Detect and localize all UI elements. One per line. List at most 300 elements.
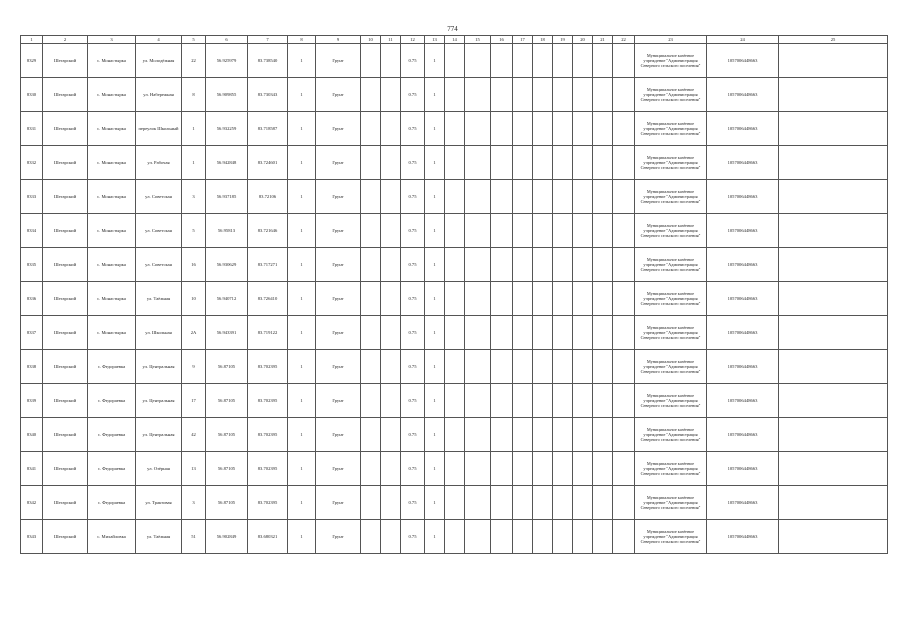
table-cell bbox=[361, 486, 381, 520]
table-cell: Грунт bbox=[316, 350, 361, 384]
table-cell bbox=[573, 282, 593, 316]
table-cell: ул. Советская bbox=[136, 248, 182, 282]
table-row bbox=[21, 520, 888, 554]
table-cell bbox=[613, 486, 635, 520]
table-cell: Муниципальное казённое учреждение "Администрация Северного сельского поселения" bbox=[635, 78, 707, 112]
table-cell: 8 bbox=[182, 78, 206, 112]
table-cell bbox=[593, 44, 613, 78]
column-header: 23 bbox=[635, 36, 707, 44]
table-cell: Шегарский bbox=[43, 486, 88, 520]
table-cell bbox=[553, 112, 573, 146]
table-cell bbox=[491, 418, 513, 452]
table-cell: Шегарский bbox=[43, 248, 88, 282]
table-cell: Грунт bbox=[316, 78, 361, 112]
table-cell bbox=[491, 248, 513, 282]
table-cell: 22 bbox=[182, 44, 206, 78]
table-cell bbox=[465, 282, 491, 316]
table-cell: 9 bbox=[182, 350, 206, 384]
table-cell bbox=[613, 214, 635, 248]
table-cell bbox=[465, 316, 491, 350]
table-cell bbox=[513, 44, 533, 78]
table-cell: с. Монастырка bbox=[88, 282, 136, 316]
table-cell bbox=[361, 112, 381, 146]
table-cell bbox=[613, 248, 635, 282]
table-cell bbox=[381, 146, 401, 180]
table-cell: 83.702395 bbox=[248, 384, 288, 418]
table-cell bbox=[445, 214, 465, 248]
table-cell: ул. Советская bbox=[136, 180, 182, 214]
table-cell: 1057006448663 bbox=[707, 146, 779, 180]
table-cell bbox=[445, 44, 465, 78]
table-cell: 1 bbox=[288, 350, 316, 384]
table-cell: 1057006448663 bbox=[707, 282, 779, 316]
table-cell: 56.87105 bbox=[206, 452, 248, 486]
table-cell: Грунт bbox=[316, 180, 361, 214]
table-row bbox=[21, 452, 888, 486]
column-header: 19 bbox=[553, 36, 573, 44]
table-cell bbox=[381, 180, 401, 214]
table-cell bbox=[573, 452, 593, 486]
table-cell: 1 bbox=[288, 384, 316, 418]
table-cell: 1057006448663 bbox=[707, 316, 779, 350]
table-cell: 8343 bbox=[21, 520, 43, 554]
table-cell: 1057006448663 bbox=[707, 350, 779, 384]
table-cell bbox=[465, 180, 491, 214]
table-cell bbox=[553, 520, 573, 554]
table-cell bbox=[533, 112, 553, 146]
table-cell: Шегарский bbox=[43, 78, 88, 112]
table-cell: 56.932259 bbox=[206, 112, 248, 146]
table-cell: 83.72106 bbox=[248, 180, 288, 214]
table-cell bbox=[779, 282, 888, 316]
table-cell: с. Михайловка bbox=[88, 520, 136, 554]
table-cell bbox=[491, 112, 513, 146]
table-cell bbox=[553, 146, 573, 180]
table-cell: 56.902849 bbox=[206, 520, 248, 554]
table-cell: 1057006448663 bbox=[707, 486, 779, 520]
table-cell bbox=[361, 214, 381, 248]
table-cell bbox=[573, 520, 593, 554]
table-cell: с. Федораевка bbox=[88, 418, 136, 452]
table-cell bbox=[573, 180, 593, 214]
table-cell: 1 bbox=[425, 112, 445, 146]
table-cell: 1057006448663 bbox=[707, 112, 779, 146]
table-cell bbox=[553, 384, 573, 418]
table-cell: 1057006448663 bbox=[707, 44, 779, 78]
table-cell: Муниципальное казённое учреждение "Администрация Северного сельского поселения" bbox=[635, 214, 707, 248]
table-cell: 1 bbox=[288, 520, 316, 554]
table-cell: 1057006448663 bbox=[707, 520, 779, 554]
table-cell bbox=[513, 112, 533, 146]
table-cell bbox=[613, 452, 635, 486]
column-header: 9 bbox=[316, 36, 361, 44]
table-cell bbox=[513, 146, 533, 180]
table-cell bbox=[361, 520, 381, 554]
table-cell bbox=[779, 418, 888, 452]
table-cell bbox=[381, 384, 401, 418]
table-row bbox=[21, 350, 888, 384]
table-cell: Муниципальное казённое учреждение "Администрация Северного сельского поселения" bbox=[635, 112, 707, 146]
table-cell bbox=[613, 146, 635, 180]
table-cell: ул. Советская bbox=[136, 214, 182, 248]
table-cell: ул. Озёрная bbox=[136, 452, 182, 486]
table-cell bbox=[593, 418, 613, 452]
table-cell: Грунт bbox=[316, 248, 361, 282]
table-cell bbox=[533, 452, 553, 486]
table-cell bbox=[491, 44, 513, 78]
table-cell bbox=[533, 384, 553, 418]
table-cell: Шегарский bbox=[43, 214, 88, 248]
table-row bbox=[21, 146, 888, 180]
table-cell bbox=[381, 486, 401, 520]
table-cell bbox=[593, 78, 613, 112]
table-cell: 8342 bbox=[21, 486, 43, 520]
table-cell: Грунт bbox=[316, 486, 361, 520]
table-cell: 0.75 bbox=[401, 44, 425, 78]
table-cell: 8332 bbox=[21, 146, 43, 180]
table-cell bbox=[613, 418, 635, 452]
table-cell bbox=[381, 316, 401, 350]
table-cell bbox=[513, 350, 533, 384]
table-cell bbox=[533, 78, 553, 112]
table-cell: 83.702395 bbox=[248, 350, 288, 384]
table-cell bbox=[381, 78, 401, 112]
table-cell: Грунт bbox=[316, 214, 361, 248]
table-cell bbox=[593, 316, 613, 350]
table-cell: с. Монастырка bbox=[88, 214, 136, 248]
header-row bbox=[21, 36, 888, 44]
table-cell: 1 bbox=[182, 112, 206, 146]
table-cell bbox=[465, 350, 491, 384]
table-cell: 56.930629 bbox=[206, 248, 248, 282]
table-cell bbox=[513, 418, 533, 452]
table-cell: 0.75 bbox=[401, 418, 425, 452]
table-cell bbox=[465, 248, 491, 282]
table-cell: ул. Рабочая bbox=[136, 146, 182, 180]
table-cell: 1057006448663 bbox=[707, 180, 779, 214]
table-cell bbox=[445, 452, 465, 486]
table-cell: 1 bbox=[288, 452, 316, 486]
table-cell: с. Федораевка bbox=[88, 384, 136, 418]
table-cell: Грунт bbox=[316, 384, 361, 418]
table-cell bbox=[491, 520, 513, 554]
table-cell: с. Монастырка bbox=[88, 112, 136, 146]
registry-table bbox=[20, 35, 888, 554]
table-cell bbox=[573, 384, 593, 418]
table-cell: 1 bbox=[425, 146, 445, 180]
table-cell bbox=[573, 146, 593, 180]
table-cell: 8334 bbox=[21, 214, 43, 248]
column-header: 6 bbox=[206, 36, 248, 44]
table-cell: Муниципальное казённое учреждение "Администрация Северного сельского поселения" bbox=[635, 520, 707, 554]
table-cell bbox=[491, 146, 513, 180]
table-cell: 8330 bbox=[21, 78, 43, 112]
table-cell: 1 bbox=[288, 214, 316, 248]
table-cell: 1 bbox=[288, 180, 316, 214]
table-row bbox=[21, 248, 888, 282]
table-cell: 8331 bbox=[21, 112, 43, 146]
table-cell: 83.730343 bbox=[248, 78, 288, 112]
table-cell bbox=[779, 384, 888, 418]
table-cell: Шегарский bbox=[43, 350, 88, 384]
table-cell: 1 bbox=[425, 248, 445, 282]
table-cell: 3 bbox=[182, 180, 206, 214]
table-cell bbox=[445, 350, 465, 384]
table-cell: 8341 bbox=[21, 452, 43, 486]
column-header: 4 bbox=[136, 36, 182, 44]
table-cell bbox=[491, 350, 513, 384]
table-cell: Грунт bbox=[316, 146, 361, 180]
table-cell bbox=[381, 520, 401, 554]
column-header: 21 bbox=[593, 36, 613, 44]
table-cell: Муниципальное казённое учреждение "Администрация Северного сельского поселения" bbox=[635, 316, 707, 350]
column-header: 2 bbox=[43, 36, 88, 44]
table-cell: 0.75 bbox=[401, 486, 425, 520]
table-cell: 83.717271 bbox=[248, 248, 288, 282]
table-row bbox=[21, 78, 888, 112]
column-header: 14 bbox=[445, 36, 465, 44]
table-cell: 56.937185 bbox=[206, 180, 248, 214]
table-cell: 0.75 bbox=[401, 350, 425, 384]
table-cell bbox=[593, 112, 613, 146]
table-cell: 1 bbox=[425, 384, 445, 418]
table-cell: 1 bbox=[425, 520, 445, 554]
table-cell bbox=[381, 44, 401, 78]
table-cell bbox=[553, 282, 573, 316]
table-cell: 8337 bbox=[21, 316, 43, 350]
table-cell bbox=[779, 316, 888, 350]
table-cell: Муниципальное казённое учреждение "Администрация Северного сельского поселения" bbox=[635, 350, 707, 384]
table-cell bbox=[491, 282, 513, 316]
table-cell bbox=[613, 282, 635, 316]
table-cell: 1057006448663 bbox=[707, 452, 779, 486]
column-header: 5 bbox=[182, 36, 206, 44]
table-cell bbox=[491, 180, 513, 214]
table-cell bbox=[593, 384, 613, 418]
table-cell: Шегарский bbox=[43, 180, 88, 214]
table-cell: Шегарский bbox=[43, 282, 88, 316]
table-cell bbox=[361, 418, 381, 452]
table-cell: Муниципальное казённое учреждение "Администрация Северного сельского поселения" bbox=[635, 282, 707, 316]
table-cell: 1057006448663 bbox=[707, 418, 779, 452]
table-cell bbox=[513, 180, 533, 214]
table-row bbox=[21, 180, 888, 214]
table-cell: 83.702395 bbox=[248, 418, 288, 452]
table-cell: 8339 bbox=[21, 384, 43, 418]
column-header: 17 bbox=[513, 36, 533, 44]
table-cell bbox=[533, 248, 553, 282]
table-cell bbox=[593, 248, 613, 282]
table-cell: с. Монастырка bbox=[88, 180, 136, 214]
table-cell bbox=[361, 146, 381, 180]
table-cell bbox=[553, 214, 573, 248]
table-cell: 0.75 bbox=[401, 248, 425, 282]
table-cell: 42 bbox=[182, 418, 206, 452]
column-header: 8 bbox=[288, 36, 316, 44]
table-cell: Шегарский bbox=[43, 520, 88, 554]
table-cell: 0.75 bbox=[401, 316, 425, 350]
table-cell: 1 bbox=[425, 316, 445, 350]
table-cell: с. Монастырка bbox=[88, 248, 136, 282]
table-cell: 3 bbox=[182, 486, 206, 520]
table-cell bbox=[381, 214, 401, 248]
column-header: 18 bbox=[533, 36, 553, 44]
table-cell bbox=[491, 486, 513, 520]
table-cell bbox=[573, 112, 593, 146]
table-cell: Грунт bbox=[316, 44, 361, 78]
table-cell bbox=[613, 316, 635, 350]
table-cell: ул. Молодёжная bbox=[136, 44, 182, 78]
table-cell: Муниципальное казённое учреждение "Администрация Северного сельского поселения" bbox=[635, 248, 707, 282]
table-cell: переулок Школьный bbox=[136, 112, 182, 146]
table-cell bbox=[573, 418, 593, 452]
table-cell: 1 bbox=[425, 282, 445, 316]
table-row bbox=[21, 486, 888, 520]
table-cell bbox=[533, 282, 553, 316]
table-cell: 0.75 bbox=[401, 452, 425, 486]
table-cell bbox=[491, 452, 513, 486]
table-cell: Муниципальное казённое учреждение "Администрация Северного сельского поселения" bbox=[635, 418, 707, 452]
table-cell bbox=[533, 214, 553, 248]
table-cell bbox=[361, 282, 381, 316]
table-cell: Муниципальное казённое учреждение "Администрация Северного сельского поселения" bbox=[635, 452, 707, 486]
table-cell bbox=[573, 248, 593, 282]
table-cell: 1057006448663 bbox=[707, 214, 779, 248]
table-cell: с. Федораевка bbox=[88, 486, 136, 520]
table-cell bbox=[553, 316, 573, 350]
table-cell: 83.719122 bbox=[248, 316, 288, 350]
table-cell: 8329 bbox=[21, 44, 43, 78]
table-cell bbox=[445, 316, 465, 350]
column-header: 1 bbox=[21, 36, 43, 44]
table-cell: Шегарский bbox=[43, 316, 88, 350]
table-cell: 56.942848 bbox=[206, 146, 248, 180]
table-cell: с. Монастырка bbox=[88, 44, 136, 78]
table-cell: 13 bbox=[182, 452, 206, 486]
table-cell: 5 bbox=[182, 214, 206, 248]
table-cell bbox=[613, 350, 635, 384]
table-cell bbox=[491, 78, 513, 112]
table-row bbox=[21, 384, 888, 418]
table-cell: Шегарский bbox=[43, 112, 88, 146]
table-cell: Шегарский bbox=[43, 452, 88, 486]
column-header: 11 bbox=[381, 36, 401, 44]
table-cell bbox=[533, 350, 553, 384]
table-cell: 83.702395 bbox=[248, 486, 288, 520]
table-cell bbox=[553, 452, 573, 486]
table-cell bbox=[573, 316, 593, 350]
table-cell bbox=[613, 78, 635, 112]
table-cell: 1 bbox=[288, 248, 316, 282]
table-cell bbox=[445, 418, 465, 452]
table-cell bbox=[593, 520, 613, 554]
table-cell bbox=[381, 452, 401, 486]
table-cell bbox=[779, 452, 888, 486]
table-cell bbox=[553, 350, 573, 384]
table-cell: ул. Таёжная bbox=[136, 282, 182, 316]
table-cell: 83.726410 bbox=[248, 282, 288, 316]
table-cell bbox=[465, 112, 491, 146]
column-header: 24 bbox=[707, 36, 779, 44]
table-cell: 0.75 bbox=[401, 180, 425, 214]
table-cell bbox=[381, 418, 401, 452]
table-cell: 1 bbox=[288, 78, 316, 112]
table-cell bbox=[445, 146, 465, 180]
table-cell bbox=[593, 146, 613, 180]
table-cell bbox=[533, 180, 553, 214]
table-cell: 8336 bbox=[21, 282, 43, 316]
table-cell bbox=[533, 44, 553, 78]
table-row bbox=[21, 316, 888, 350]
table-cell: 8338 bbox=[21, 350, 43, 384]
table-cell: 56.95813 bbox=[206, 214, 248, 248]
table-cell bbox=[465, 418, 491, 452]
table-cell: 83.721646 bbox=[248, 214, 288, 248]
column-header: 15 bbox=[465, 36, 491, 44]
column-header: 22 bbox=[613, 36, 635, 44]
table-cell: Муниципальное казённое учреждение "Администрация Северного сельского поселения" bbox=[635, 180, 707, 214]
table-cell: 0.75 bbox=[401, 78, 425, 112]
table-cell bbox=[491, 384, 513, 418]
table-cell: 56.87105 bbox=[206, 486, 248, 520]
table-cell bbox=[381, 248, 401, 282]
table-cell bbox=[381, 350, 401, 384]
table-cell: ул. Набережная bbox=[136, 78, 182, 112]
table-cell: Грунт bbox=[316, 112, 361, 146]
table-cell: 8333 bbox=[21, 180, 43, 214]
table-cell: 1 bbox=[288, 146, 316, 180]
table-cell: Грунт bbox=[316, 452, 361, 486]
table-cell: 1 bbox=[425, 180, 445, 214]
table-cell bbox=[593, 214, 613, 248]
table-cell bbox=[465, 384, 491, 418]
table-cell bbox=[361, 316, 381, 350]
table-cell: 1 bbox=[288, 44, 316, 78]
table-cell: Грунт bbox=[316, 520, 361, 554]
table-cell bbox=[465, 520, 491, 554]
table-cell bbox=[361, 248, 381, 282]
table-cell bbox=[465, 44, 491, 78]
table-cell: Муниципальное казённое учреждение "Администрация Северного сельского поселения" bbox=[635, 146, 707, 180]
table-cell: с. Монастырка bbox=[88, 78, 136, 112]
table-cell: 8340 bbox=[21, 418, 43, 452]
table-cell bbox=[445, 520, 465, 554]
table-cell: 1 bbox=[425, 486, 445, 520]
table-cell: 0.75 bbox=[401, 146, 425, 180]
table-cell: 1 bbox=[288, 418, 316, 452]
column-header: 10 bbox=[361, 36, 381, 44]
table-cell bbox=[779, 146, 888, 180]
table-cell bbox=[513, 282, 533, 316]
table-cell bbox=[513, 486, 533, 520]
table-cell: 2А bbox=[182, 316, 206, 350]
table-cell bbox=[465, 486, 491, 520]
table-cell: ул. Центральная bbox=[136, 384, 182, 418]
table-cell: Муниципальное казённое учреждение "Администрация Северного сельского поселения" bbox=[635, 384, 707, 418]
table-cell: 0.75 bbox=[401, 112, 425, 146]
table-cell bbox=[445, 248, 465, 282]
table-cell bbox=[533, 520, 553, 554]
column-header: 3 bbox=[88, 36, 136, 44]
table-cell bbox=[779, 248, 888, 282]
column-header: 12 bbox=[401, 36, 425, 44]
table-cell bbox=[445, 384, 465, 418]
table-cell bbox=[445, 78, 465, 112]
table-cell: ул. Центральная bbox=[136, 418, 182, 452]
table-cell: 1 bbox=[425, 452, 445, 486]
table-cell bbox=[553, 486, 573, 520]
table-cell bbox=[465, 214, 491, 248]
